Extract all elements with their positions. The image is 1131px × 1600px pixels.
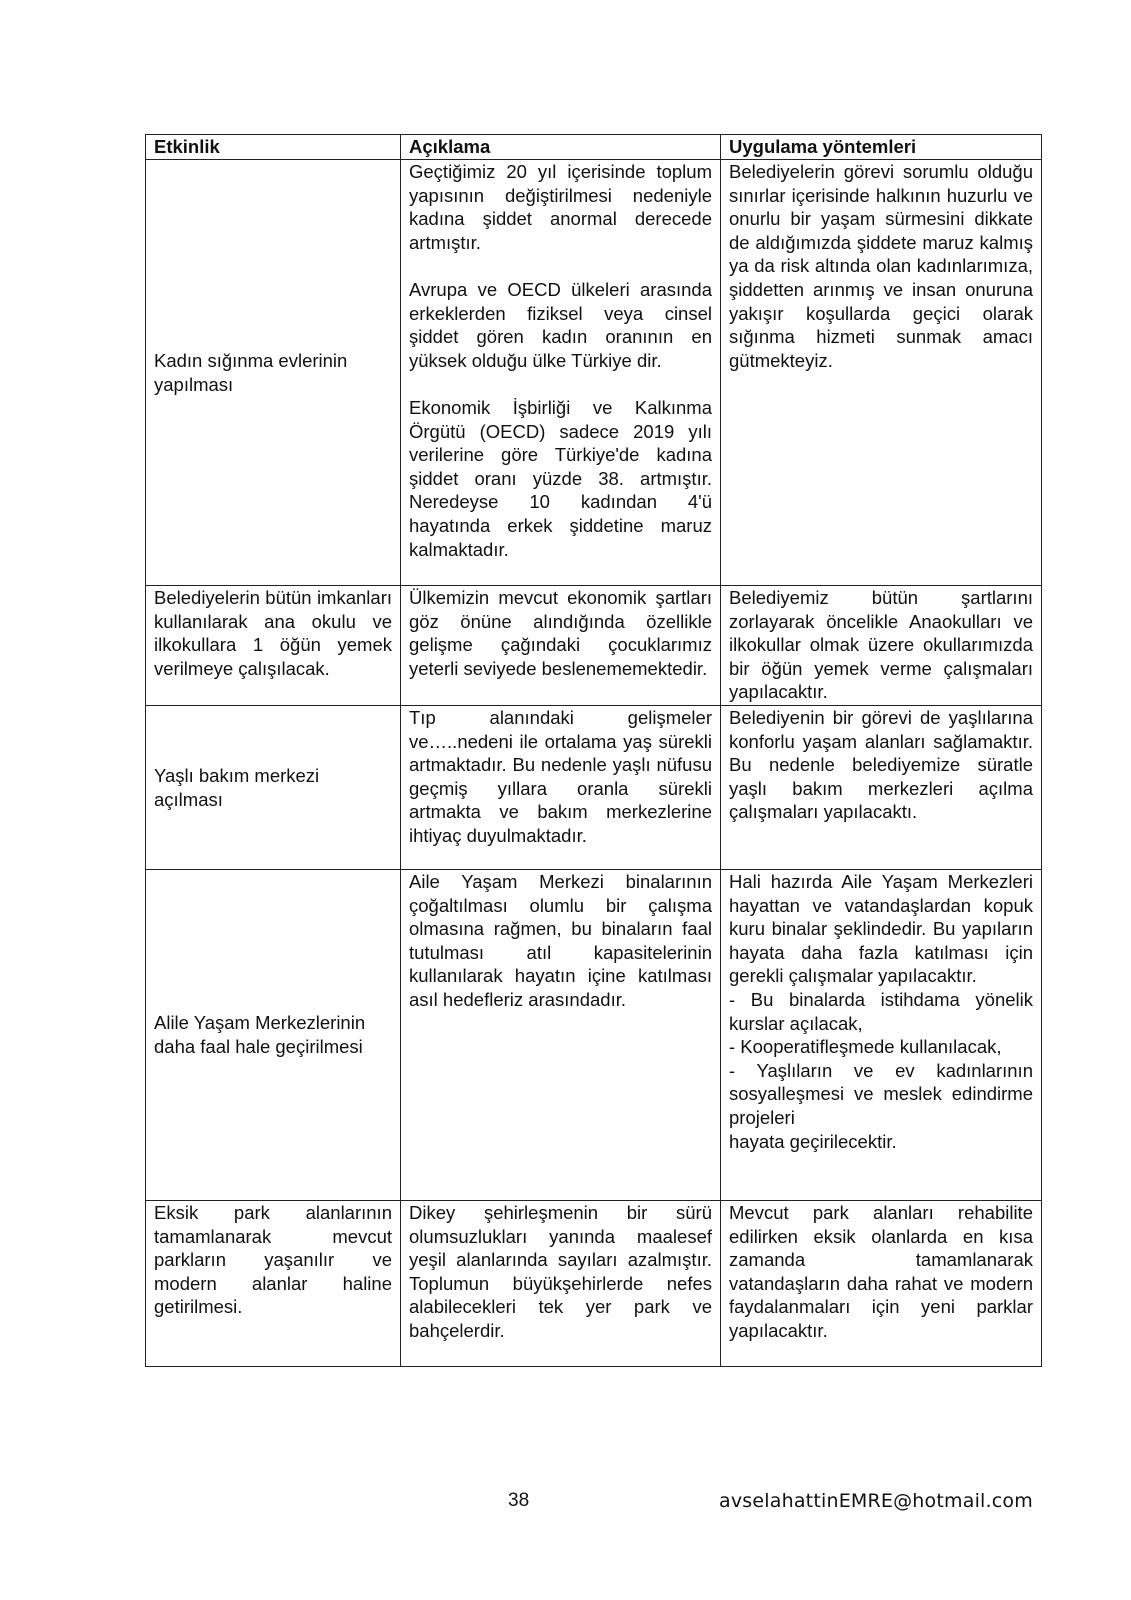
activities-table [145,134,1042,1367]
aciklama-cell [401,160,721,586]
table-row [146,586,1042,706]
aciklama-paragraph: Avrupa ve OECD ülkeleri arasında erkeklerden fiziksel veya cinsel şiddet gören kadın oranının en yüksek olduğu ülke Türkiye dir. [409,278,712,371]
etkinlik-cell [146,706,401,870]
aciklama-cell [401,706,721,870]
uygulama-text: Belediyenin bir görevi de yaşlılarına konforlu yaşam alanları sağlamaktır. Bu nedenle belediyemize süratle yaşlı bakım merkezleri açılma çalışmaları yapılacaktı. [729,707,1033,823]
aciklama-cell [401,586,721,706]
etkinlik-cell [146,1201,401,1367]
header-etkinlik: Etkinlik [146,135,401,160]
header-uygulama: Uygulama yöntemleri [721,135,1042,160]
aciklama-text: Tıp alanındaki gelişmeler ve…..nedeni ile ortalama yaş sürekli artmaktadır. Bu nedenle yaşlı nüfusu geçmiş yıllara oranla sürekli artmakta ve bakım merkezlerine ihtiyaç duyulmaktadır. [409,707,712,846]
table-header-row [146,135,1042,160]
aciklama-text: Ülkemizin mevcut ekonomik şartları göz önüne alındığında özellikle gelişme çağındaki çocuklarımız yeterli seviyede beslenememektedir. [409,587,712,679]
etkinlik-text: Alile Yaşam Merkezlerinin daha faal hale geçirilmesi [154,1012,366,1057]
uygulama-bullet: - Yaşlıların ve ev kadınlarının sosyalleşmesi ve meslek edindirme projeleri [729,1059,1033,1128]
author-email: avselahattinEMRE@hotmail.com [719,1490,1033,1512]
etkinlik-cell [146,160,401,586]
etkinlik-cell [146,586,401,706]
uygulama-closing: hayata geçirilecektir. [729,1130,897,1152]
table-row [146,870,1042,1201]
aciklama-paragraph: Ekonomik İşbirliği ve Kalkınma Örgütü (OECD) sadece 2019 yılı verilerine göre Türkiye'de kadına şiddet oranı yüzde 38. artmıştır. Neredeyse 10 kadından 4'ü hayatında erkek şiddetine maruz kalmaktadır. [409,396,712,560]
etkinlik-text: Yaşlı bakım merkezi açılması [154,764,320,810]
uygulama-bullet: - Kooperatifleşmede kullanılacak, [729,1036,1002,1058]
etkinlik-text: Kadın sığınma evlerinin yapılması [154,349,348,395]
aciklama-cell [401,870,721,1201]
uygulama-cell [721,706,1042,870]
aciklama-cell [401,1201,721,1367]
table-row [146,160,1042,586]
page-number: 38 [508,1490,530,1511]
uygulama-text: Belediyemiz bütün şartlarını zorlayarak öncelikle Anaokulları ve ilkokullar olmak üzere okullarımızda bir öğün yemek verme çalışmaları yapılacaktır. [729,587,1033,703]
table-row [146,1201,1042,1367]
uygulama-text: Mevcut park alanları rehabilite edilirken eksik olanlarda en kısa zamanda tamamlanarak vatandaşların daha rahat ve modern faydalanmaları için yeni parklar yapılacaktır. [729,1202,1033,1341]
etkinlik-cell [146,870,401,1201]
uygulama-cell [721,160,1042,586]
etkinlik-text: Belediyelerin bütün imkanları kullanılarak ana okulu ve ilkokullara 1 öğün yemek verilmeye çalışılacak. [154,587,392,679]
uygulama-text: Belediyelerin görevi sorumlu olduğu sınırlar içerisinde halkının huzurlu ve onurlu bir yaşam sürmesini dikkate de aldığımızda şiddete maruz kalmış ya da risk altında olan kadınlarımıza, şiddetten arınmış ve insan onuruna yakışır koşullarda geçici olarak sığınma hizmeti sunmak amacı gütmekteyiz. [729,161,1033,371]
uygulama-paragraph: Hali hazırda Aile Yaşam Merkezleri hayattan ve vatandaşlardan kopuk kuru binalar şeklindedir. Bu yapıların hayata daha fazla katılması için gerekli çalışmalar yapılacaktır. [729,871,1033,987]
aciklama-text: Aile Yaşam Merkezi binalarının çoğaltılması olumlu bir çalışma olmasına rağmen, bu binaların faal tutulması atıl kapasitelerinin kullanılarak hayatın içine katılması asıl hedefleriz arasındadır. [409,871,712,1010]
uygulama-cell [721,1201,1042,1367]
etkinlik-text: Eksik park alanlarının tamamlanarak mevcut parkların yaşanılır ve modern alanlar haline getirilmesi. [154,1202,392,1318]
aciklama-paragraph: Geçtiğimiz 20 yıl içerisinde toplum yapısının değiştirilmesi nedeniyle kadına şiddet anormal derecede artmıştır. [409,161,712,253]
uygulama-cell [721,586,1042,706]
table-row [146,706,1042,870]
header-aciklama: Açıklama [401,135,721,160]
uygulama-cell [721,870,1042,1201]
uygulama-bullet: - Bu binalarda istihdama yönelik kurslar açılacak, [729,988,1033,1034]
aciklama-text: Dikey şehirleşmenin bir sürü olumsuzlukları yanında maalesef yeşil alanlarında sayıları azalmıştır. Toplumun büyükşehirlerde nefes alabilecekleri tek yer park ve bahçelerdir. [409,1202,712,1341]
